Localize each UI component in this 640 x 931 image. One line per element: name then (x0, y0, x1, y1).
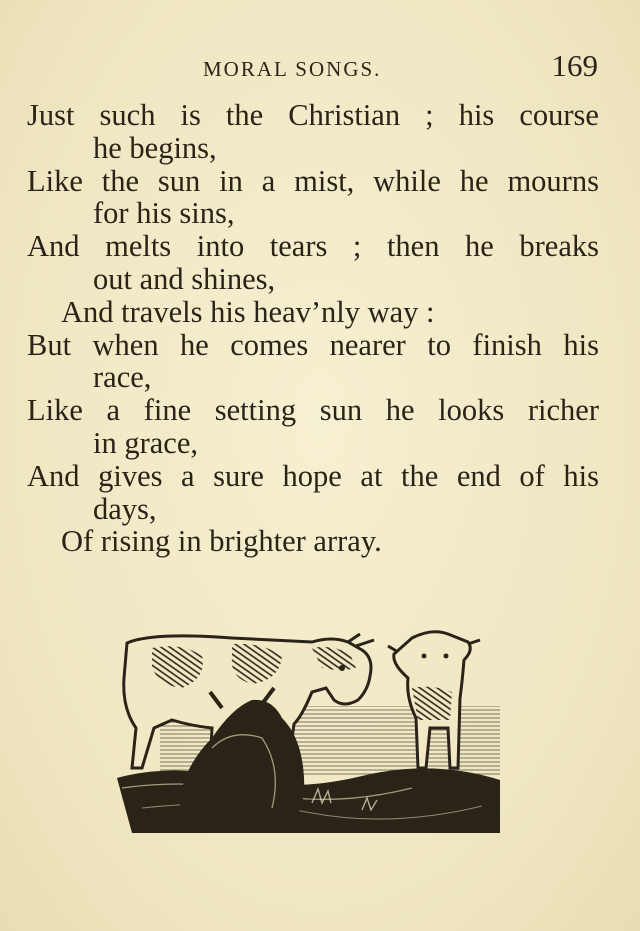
poem-word: sure (213, 458, 264, 493)
poem-word: to (427, 327, 451, 362)
poem-word: end (456, 458, 501, 493)
poem-word: finish (472, 327, 542, 362)
poem-word: into (196, 229, 245, 264)
poem-word: he (385, 393, 415, 428)
poem-word: tears (269, 229, 328, 264)
poem-word: melts (105, 229, 172, 264)
poem-word: But (27, 327, 72, 362)
poem-word: mist, (294, 163, 355, 198)
poem-word: the (225, 98, 264, 132)
poem-word: course (519, 98, 599, 132)
poem-word: a (106, 393, 121, 428)
poem-line: race, (93, 360, 152, 395)
poem-word: ; (425, 98, 434, 132)
poem-line: And travels his heav’nly way : (61, 294, 435, 329)
poem-word: of (519, 458, 545, 493)
poem-line: Of rising in brighter array. (61, 524, 382, 559)
poem-word: he (459, 163, 489, 198)
poem-line (27, 99, 599, 132)
poem-word: his (458, 98, 495, 132)
poem-word: a (181, 458, 195, 493)
poem-word: is (180, 98, 201, 132)
page-header (0, 48, 640, 88)
poem-word: setting (214, 393, 297, 428)
poem-line (27, 460, 599, 493)
poem-word: richer (527, 393, 599, 428)
poem-word: ; (352, 229, 362, 264)
poem-word: Like (27, 393, 83, 428)
poem-word: when (92, 327, 159, 362)
poem-line: out and shines, (93, 261, 276, 296)
poem-word: then (386, 229, 440, 264)
poem-word: he (180, 327, 209, 362)
poem-word: Christian (288, 98, 401, 132)
poem-word: And (27, 229, 80, 264)
running-title: MORAL SONGS. (203, 57, 382, 81)
poem-word: in (219, 163, 243, 198)
poem-word: hope (282, 458, 342, 493)
poem-word: sun (319, 393, 363, 428)
poem-word: his (563, 458, 599, 493)
poem-line: for his sins, (93, 196, 235, 231)
poem-line (27, 230, 599, 263)
poem-line: days, (93, 491, 157, 526)
poem-word: such (99, 98, 156, 132)
poem-word: his (563, 327, 599, 362)
poem-word: Just (27, 98, 75, 132)
poem-word: the (400, 458, 439, 493)
poem-word: comes (230, 327, 309, 362)
poem-line: he begins, (93, 130, 217, 165)
poem-word: mourns (507, 163, 599, 198)
poem-word: a (261, 163, 276, 198)
poem-word: And (27, 458, 80, 493)
poem-stanza (27, 99, 607, 558)
poem-word: gives (98, 458, 163, 493)
woodcut-cattle-icon (112, 628, 502, 838)
poem-word: he (465, 229, 494, 264)
poem-word: fine (143, 393, 192, 428)
poem-word: sun (157, 163, 201, 198)
poem-line (27, 394, 599, 427)
poem-line: in grace, (93, 425, 198, 460)
poem-word: breaks (519, 229, 599, 264)
poem-word: looks (438, 393, 505, 428)
poem-line (27, 165, 599, 198)
poem-word: while (373, 163, 441, 198)
poem-word: at (360, 458, 383, 493)
poem-line (27, 329, 599, 362)
page-number: 169 (551, 48, 598, 83)
poem-word: the (101, 163, 140, 198)
ground (117, 768, 500, 833)
poem-word: Like (27, 163, 83, 198)
poem-word: nearer (329, 327, 406, 362)
